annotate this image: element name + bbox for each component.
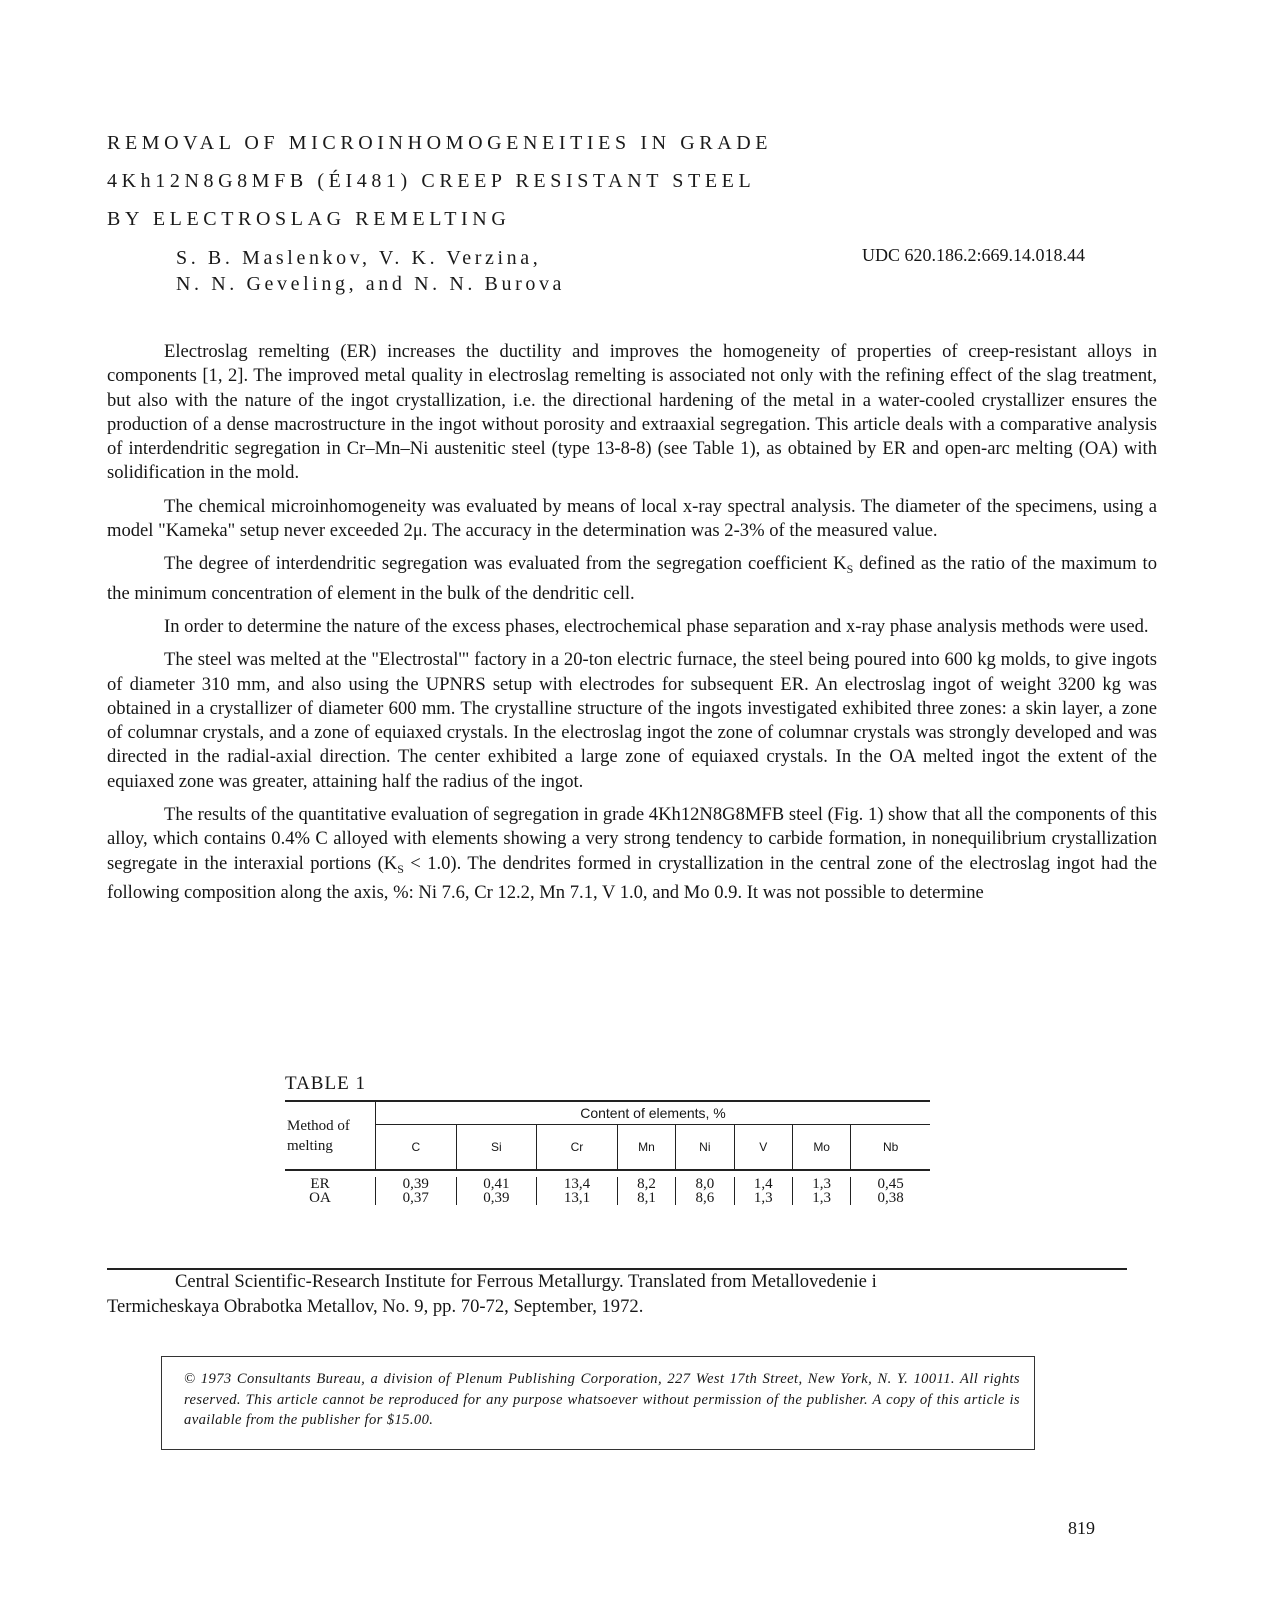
cell-nb — [851, 1177, 930, 1205]
col-header-mn: Mn — [617, 1125, 675, 1171]
cell-value: 1,3 — [812, 1176, 832, 1192]
footnote — [107, 1270, 1137, 1319]
cell-value: 1,3 — [812, 1190, 832, 1206]
cell-cr — [537, 1177, 618, 1205]
footnote-line-1: Central Scientific-Research Institute for Ferrous Metallurgy. Translated from Metallovedenie i — [175, 1271, 877, 1292]
article-title — [107, 124, 772, 238]
ks-text-before: The degree of interdendritic segregation was evaluated from the segregation coefficient K — [164, 553, 847, 575]
authors-line-1: S. B. Maslenkov, V. K. Verzina, — [176, 247, 542, 269]
col-header-si: Si — [456, 1125, 537, 1171]
cell-value: 8,1 — [637, 1190, 656, 1206]
cell-value: 8,2 — [637, 1176, 656, 1192]
cell-c — [376, 1177, 457, 1205]
col-header-cr: Cr — [537, 1125, 618, 1171]
results-subscript: S — [397, 861, 404, 876]
ks-subscript: S — [846, 562, 854, 577]
cell-value: 0,45 — [877, 1176, 904, 1192]
col-header-ni: Ni — [676, 1125, 734, 1171]
table-caption: TABLE 1 — [285, 1073, 366, 1094]
results-text-after: < 1.0). The dendrites formed in crystallization in the central zone of the electroslag ingot had the following composition along the axis, %: Ni 7.6, Cr 12.2, Mn 7.1, V 1.0, and Mo 0.9. It was not possible to determine — [107, 852, 1157, 903]
cell-v — [734, 1177, 792, 1205]
page-number: 819 — [1068, 1518, 1095, 1538]
cell-value: 0,39 — [402, 1176, 429, 1192]
paragraph-method: The chemical microinhomogeneity was evaluated by means of local x-ray spectral analysis. The diameter of the specimens, using a model "Kameka" setup never exceeded 2μ. The accuracy in the determination was 2-3% of the measured value. — [107, 495, 1157, 542]
paragraph-results — [107, 803, 1157, 905]
paragraph-excess-phases: In order to determine the nature of the excess phases, electrochemical phase separation and x-ray phase analysis methods were used. — [164, 615, 1149, 637]
row-method: OA — [309, 1190, 331, 1206]
cell-value: 8,0 — [695, 1176, 715, 1192]
cell-value: 13,4 — [563, 1176, 591, 1192]
table-1 — [285, 1073, 930, 1205]
cell-mo — [792, 1177, 850, 1205]
paragraph-melting: The steel was melted at the "Electrostal'" factory in a 20-ton electric furnace, the steel being poured into 600 kg molds, to give ingots of diameter 310 mm, and also using the UPNRS setup with electrodes for subsequent ER. An electroslag ingot of weight 3200 kg was obtained in a crystallizer of diameter 600 mm. The crystalline structure of the ingots investigated exhibited three zones: a skin layer, a zone of columnar crystals, and a zone of equiaxed crystals. In the electroslag ingot the zone of columnar crystals was strongly developed and was directed in the radial-axial direction. The center exhibited a large zone of equiaxed crystals. In the OA melted ingot the extent of the equiaxed zone was greater, attaining half the radius of the ingot. — [107, 649, 1157, 792]
results-text-before: The results of the quantitative evaluation of segregation in grade 4Kh12N8G8MFB steel (Fig. 1) show that all the components of this alloy, which contains 0.4% C alloyed with elements showing a very strong tendency to carbide formation, in nonequilibrium crystallization segregate in the interaxial portions (K — [107, 804, 1157, 874]
article-body — [107, 340, 1157, 914]
composition-table — [285, 1100, 930, 1205]
title-line-3: BY ELECTROSLAG REMELTING — [107, 208, 511, 230]
title-line-1: REMOVAL OF MICROINHOMOGENEITIES IN GRADE — [107, 132, 773, 154]
authors — [176, 245, 565, 297]
col-header-mo: Mo — [792, 1125, 850, 1171]
title-line-2: 4Kh12N8G8MFB (ÉI481) CREEP RESISTANT STEEL — [107, 170, 756, 192]
method-header: Method of melting — [285, 1101, 376, 1170]
row-method: ER — [310, 1176, 330, 1192]
cell-value: 13,1 — [563, 1190, 591, 1206]
cell-value: 1,4 — [753, 1176, 773, 1192]
authors-line-2: N. N. Geveling, and N. N. Burova — [176, 273, 566, 295]
cell-value: 1,3 — [753, 1190, 773, 1206]
cell-value: 0,38 — [877, 1190, 904, 1206]
cell-value: 0,39 — [483, 1190, 510, 1206]
col-header-v: V — [734, 1125, 792, 1171]
table-row — [285, 1177, 930, 1205]
cell-value: 0,41 — [483, 1176, 510, 1192]
col-header-c: C — [376, 1125, 457, 1171]
cell-value: 0,37 — [402, 1190, 429, 1206]
udc-code: UDC 620.186.2:669.14.018.44 — [862, 245, 1086, 265]
footnote-line-2: Termicheskaya Obrabotka Metallov, No. 9, pp. 70-72, September, 1972. — [107, 1295, 644, 1317]
cell-si — [456, 1177, 537, 1205]
content-header: Content of elements, % — [376, 1101, 931, 1125]
cell-mn — [617, 1177, 675, 1205]
copyright-notice: © 1973 Consultants Bureau, a division of Plenum Publishing Corporation, 227 West 17th Street, New York, N. Y. 10011. All rights reserved. This article cannot be reproduced for any purpose whatsoever without permission of the publisher. A copy of this article is available from the publisher for $15.00. — [161, 1356, 1035, 1450]
paragraph-segregation-coefficient — [107, 552, 1157, 606]
cell-ni — [676, 1177, 734, 1205]
ks-text-after: defined as the ratio of the maximum to the minimum concentration of element in the bulk of the dendritic cell. — [107, 553, 1157, 604]
paragraph-intro: Electroslag remelting (ER) increases the ductility and improves the homogeneity of properties of creep-resistant alloys in components [1, 2]. The improved metal quality in electroslag remelting is associated not only with the refining effect of the slag treatment, but also with the nature of the ingot crystallization, i.e. the directional hardening of the metal in a water-cooled crystallizer ensures the production of a dense macrostructure in the ingot without porosity and extraaxial segregation. This article deals with a comparative analysis of interdendritic segregation in Cr–Mn–Ni austenitic steel (type 13-8-8) (see Table 1), as obtained by ER and open-arc melting (OA) with solidification in the mold. — [107, 341, 1157, 484]
cell-value: 8,6 — [695, 1190, 715, 1206]
col-header-nb: Nb — [851, 1125, 930, 1171]
